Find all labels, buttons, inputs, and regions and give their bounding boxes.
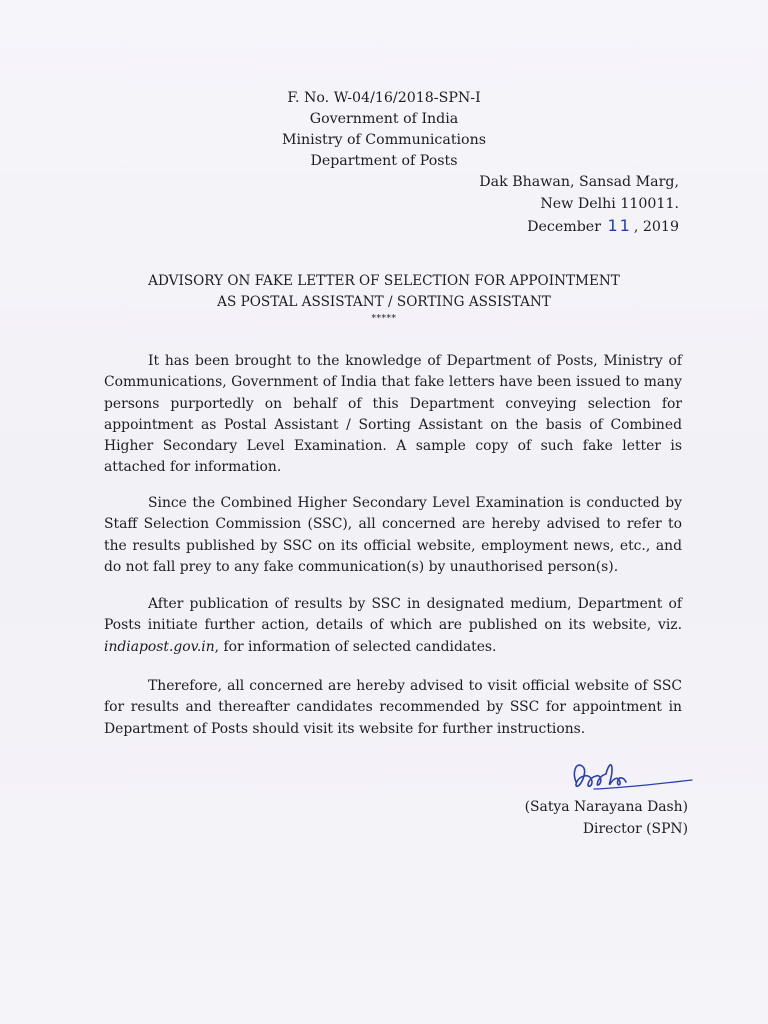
handwritten-signature: [568, 752, 698, 796]
file-number: F. No. W-04/16/2018-SPN-I: [287, 90, 481, 106]
website-reference: indiapost.gov.in: [104, 638, 215, 655]
signatory-designation: Director (SPN): [582, 820, 688, 837]
date-month: December: [527, 219, 601, 235]
department-name: Department of Posts: [310, 153, 458, 169]
address-line-2: New Delhi 110011.: [540, 195, 679, 212]
paragraph-3-text-start: After publication of results by SSC in designated medium, Department of Posts initiate further action, details of which are published on its website, viz.: [104, 596, 682, 634]
sender-address: [479, 172, 679, 239]
advisory-title: [0, 271, 768, 325]
title-separator: *****: [371, 314, 397, 324]
body-paragraph-2: Since the Combined Higher Secondary Level Examination is conducted by Staff Selection Commission (SSC), all concerned are hereby advised to refer to the results published by SSC on its official website, employment news, etc., and do not fall prey to any fake communication(s) by unauthorised person(s).: [104, 495, 682, 575]
signatory-block: [525, 797, 688, 840]
letter-date: [479, 215, 679, 239]
title-line-1: ADVISORY ON FAKE LETTER OF SELECTION FOR APPOINTMENT: [148, 273, 620, 289]
paragraph-3-text-end: , for information of selected candidates.: [214, 638, 497, 655]
signatory-name: (Satya Narayana Dash): [524, 799, 688, 815]
date-year: , 2019: [633, 219, 679, 235]
title-line-2: AS POSTAL ASSISTANT / SORTING ASSISTANT: [217, 294, 551, 310]
ministry-name: Ministry of Communications: [281, 132, 487, 148]
date-day-handwritten: 11: [607, 216, 632, 235]
body-paragraph-3: [104, 594, 682, 658]
body-paragraph-4: Therefore, all concerned are hereby advised to visit official website of SSC for results and thereafter candidates recommended by SSC for appointment in Department of Posts should visit its website for further instructions.: [104, 678, 682, 737]
letter-header: [0, 88, 768, 172]
body-paragraph-1: It has been brought to the knowledge of Department of Posts, Ministry of Communications, Government of India that fake letters have been issued to many persons purportedly on behalf of this Department conveying selection for appointment as Postal Assistant / Sorting Assistant on the basis of Combined Higher Secondary Level Examination. A sample copy of such fake letter is attached for information.: [104, 353, 682, 476]
address-line-1: Dak Bhawan, Sansad Marg,: [479, 174, 679, 190]
government-name: Government of India: [309, 111, 459, 127]
